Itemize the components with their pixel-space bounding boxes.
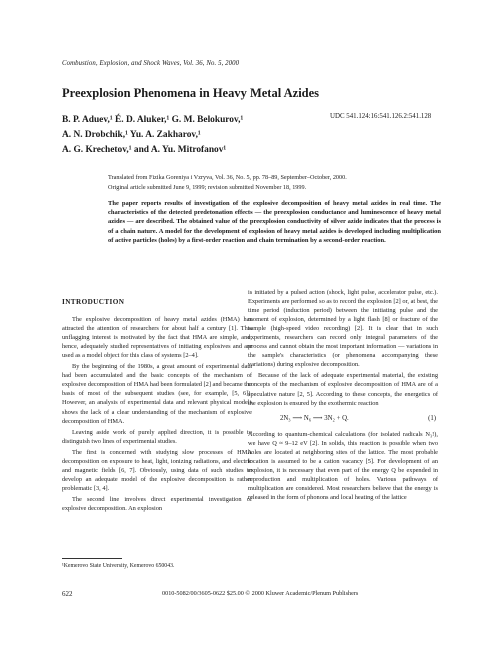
paragraph: According to quantum-chemical calculations (for isolated radicals N₃!), we have Q ≈ 9–12 eV [2]. In solids, this reaction is possible when two holes are located at neighboring sites of the lattice. The most probable location is assumed to be a cation vacancy [5]. For development of an explosion, it is necessary that even part of the energy Q be expended in reproduction and multiplication of holes. Various pathways of multiplication are considered. Most researchers believe that the energy is released in the form of phonons and local heating of the lattice — [248, 430, 438, 501]
right-column — [248, 288, 438, 504]
paragraph: is initiated by a pulsed action (shock, light pulse, accelerator pulse, etc.). Experiments are performed so as to record the explosion [2] or, at best, the time period (induction period) between the initiating pulse and the moment of explosion, determined by a light flash [8] or fracture of the sample (high-speed video recording) [2]. It is clear that in such experiments, researchers can record only integral parameters of the process and cannot obtain the most important information — variations in the sample's characteristics (or phenomena accompanying these variations) during explosive decomposition. — [248, 289, 438, 369]
paragraph: The first is concerned with studying slow processes of HMA decomposition on exposure to heat, light, ionizing radiations, and electric and magnetic fields [6, 7]. Obviously, using data of such studies to develop an adequate model of the explosive decomposition is rather problematic [3, 4]. — [62, 448, 252, 492]
author-line: B. P. Aduev,¹ É. D. Aluker,¹ G. M. Belokurov,¹ — [62, 115, 244, 125]
copyright-line: 0010-5082/00/3605-0622 $25.00 © 2000 Kluwer Academic/Plenum Publishers — [162, 590, 359, 597]
paragraph: By the beginning of the 1980s, a great amount of experimental data had been accumulated and the basic concepts of the mechanism of explosive decomposition of HMA had been formulated [2] and became the basis of most of the subsequent studies (see, for example, [5, 6]). However, an analysis of experimental data and relevant physical models shows the lack of a clear understanding of the mechanism of explosive decomposition of HMA. — [62, 363, 252, 425]
footnote-rule — [62, 558, 122, 559]
footnote: ¹Kemerovo State University, Kemerovo 650043. — [62, 563, 175, 569]
journal-header: Combustion, Explosion, and Shock Waves, Vol. 36, No. 5, 2000 — [62, 60, 240, 67]
equation-number: (1) — [428, 414, 436, 422]
author-line: A. G. Krechetov,¹ and A. Yu. Mitrofanov¹ — [62, 145, 227, 155]
equation — [248, 414, 438, 424]
left-column — [62, 298, 252, 515]
author-line: A. N. Drobchik,¹ Yu. A. Zakharov,¹ — [62, 130, 201, 140]
paper-title: Preexplosion Phenomena in Heavy Metal Azides — [62, 86, 320, 100]
paragraph: The second line involves direct experimental investigation of explosive decomposition. An explosion — [62, 495, 252, 512]
udc-code: UDC 541.124:16:541.126.2:541.128 — [330, 113, 432, 120]
abstract: The paper reports results of investigation of the explosive decomposition of heavy metal azides in real time. The characteristics of the detected predetonation effects — the preexplosion conductance and luminescence of heavy metal azides — are described. The obtained value of the preexplosion conductivity of silver azide indicates that the process is of a chain nature. A model for the development of explosion of heavy metal azides is developed including multiplication of active particles (holes) by a first-order reaction and chain termination by a second-order reaction. — [108, 200, 441, 244]
page-number: 622 — [62, 590, 73, 598]
submission-line: Original article submitted June 9, 1999; revision submitted November 18, 1999. — [108, 183, 307, 191]
section-heading: INTRODUCTION — [62, 298, 125, 306]
translation-line: Translated from Fizika Goreniya i Vzryva, Vol. 36, No. 5, pp. 78–89, September–October, 2000. — [108, 174, 347, 181]
paragraph: The explosive decomposition of heavy metal azides (HMA) has attracted the attention of researchers for about half a century [1]. This unflagging interest is motivated by the fact that HMA are simple, and, hence, adequately studied representatives of initiating explosives and are used as a model object for this class of systems [2–4]. — [62, 316, 252, 360]
author-list — [62, 113, 332, 158]
equation-text: 2N₃ ⟶ N₆ ⟶ 3N₂ + Q. — [280, 414, 349, 422]
paragraph: Because of the lack of adequate experimental material, the existing concepts of the mechanism of explosive decomposition of HMA are of a speculative nature [2, 5]. According to these concepts, the energetics of the explosion is ensured by the exothermic reaction — [248, 372, 438, 407]
translation-info — [108, 173, 438, 192]
paragraph: Leaving aside work of purely applied direction, it is possible to distinguish two lines of experimental studies. — [62, 428, 252, 445]
